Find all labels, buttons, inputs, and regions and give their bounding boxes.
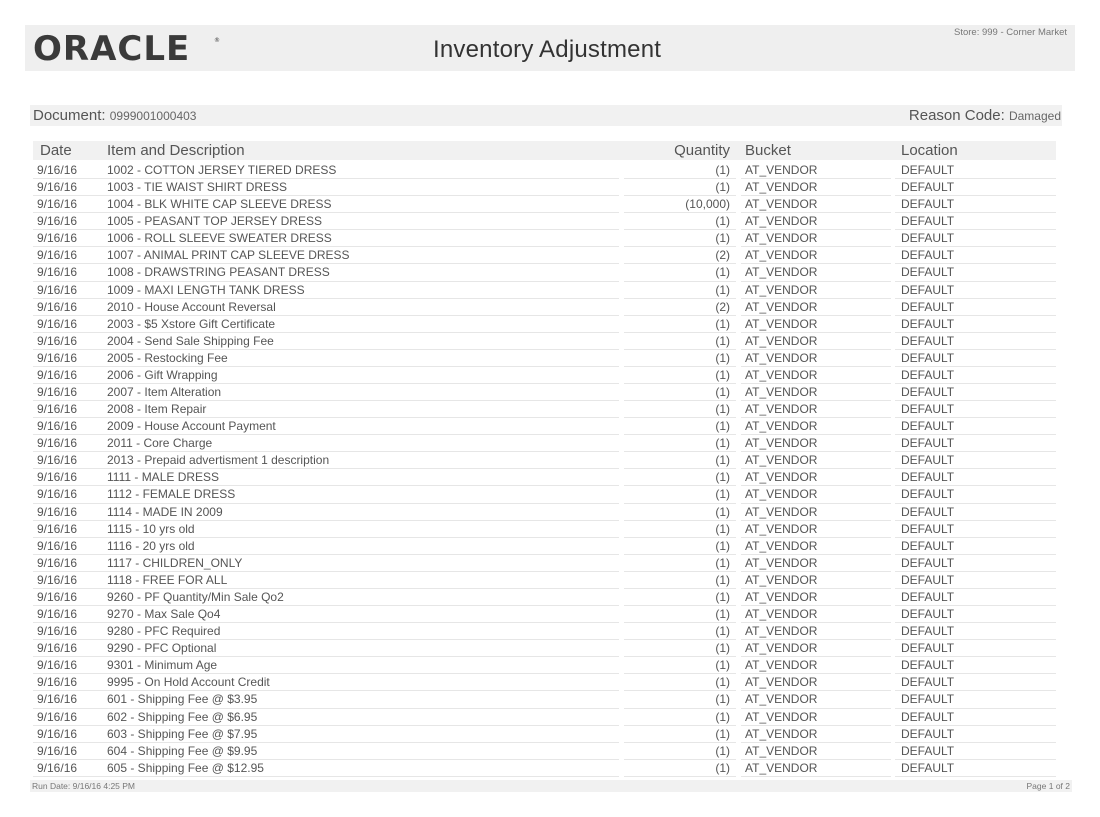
cell-location: DEFAULT (901, 675, 955, 690)
cell-date: 9/16/16 (37, 504, 78, 519)
cell-date: 9/16/16 (37, 726, 78, 741)
cell-bucket: AT_VENDOR (745, 214, 818, 229)
cell-item: 1112 - FEMALE DRESS (107, 487, 236, 502)
cell-item: 1006 - ROLL SLEEVE SWEATER DRESS (107, 231, 332, 246)
document-number: 0999001000403 (109, 109, 197, 123)
cell-date: 9/16/16 (37, 521, 78, 536)
table-row (33, 726, 1056, 743)
cell-date: 9/16/16 (37, 214, 78, 229)
table-row (33, 230, 1056, 247)
cell-item: 601 - Shipping Fee @ $3.95 (107, 692, 258, 707)
cell-date: 9/16/16 (37, 231, 78, 246)
column-item: Item and Description (107, 142, 245, 159)
cell-item: 9270 - Max Sale Qo4 (107, 607, 221, 622)
report-header (25, 25, 1075, 71)
row-divider (33, 776, 619, 777)
cell-bucket: AT_VENDOR (745, 367, 818, 382)
cell-bucket: AT_VENDOR (745, 607, 818, 622)
cell-item: 9301 - Minimum Age (107, 658, 218, 673)
table-row (33, 691, 1056, 708)
table-row (33, 247, 1056, 264)
cell-item: 1115 - 10 yrs old (107, 521, 195, 536)
cell-quantity: (1) (715, 675, 730, 690)
cell-date: 9/16/16 (37, 180, 78, 195)
cell-date: 9/16/16 (37, 350, 78, 365)
cell-bucket: AT_VENDOR (745, 470, 818, 485)
store-label: Store: 999 - Corner Market (954, 27, 1067, 38)
cell-location: DEFAULT (901, 367, 955, 382)
cell-quantity: (1) (715, 265, 730, 280)
document-bar (30, 105, 1062, 126)
report-footer (30, 780, 1072, 792)
cell-item: 1007 - ANIMAL PRINT CAP SLEEVE DRESS (107, 248, 350, 263)
cell-quantity: (1) (715, 402, 730, 417)
reason-code-value: Damaged (1008, 109, 1061, 123)
cell-date: 9/16/16 (37, 316, 78, 331)
cell-bucket: AT_VENDOR (745, 726, 818, 741)
cell-date: 9/16/16 (37, 453, 78, 468)
cell-date: 9/16/16 (37, 760, 78, 775)
cell-bucket: AT_VENDOR (745, 538, 818, 553)
table-row (33, 299, 1056, 316)
cell-date: 9/16/16 (37, 163, 78, 177)
table-header (33, 141, 1056, 160)
cell-bucket: AT_VENDOR (745, 333, 818, 348)
reason-info (909, 107, 1061, 124)
cell-location: DEFAULT (901, 214, 955, 229)
cell-item: 2006 - Gift Wrapping (107, 367, 218, 382)
table-row (33, 709, 1056, 726)
cell-bucket: AT_VENDOR (745, 760, 818, 775)
cell-item: 1111 - MALE DRESS (107, 470, 220, 485)
cell-quantity: (1) (715, 436, 730, 451)
cell-bucket: AT_VENDOR (745, 521, 818, 536)
report-title: Inventory Adjustment (433, 36, 662, 63)
cell-date: 9/16/16 (37, 692, 78, 707)
cell-quantity: (1) (715, 316, 730, 331)
cell-bucket: AT_VENDOR (745, 572, 818, 587)
cell-bucket: AT_VENDOR (745, 316, 818, 331)
table-row (33, 435, 1056, 452)
cell-date: 9/16/16 (37, 248, 78, 263)
table-row (33, 384, 1056, 401)
cell-item: 605 - Shipping Fee @ $12.95 (107, 760, 264, 775)
cell-quantity: (1) (715, 453, 730, 468)
cell-location: DEFAULT (901, 316, 955, 331)
cell-location: DEFAULT (901, 163, 955, 177)
cell-date: 9/16/16 (37, 333, 78, 348)
table-row (33, 486, 1056, 503)
cell-bucket: AT_VENDOR (745, 231, 818, 246)
document-label: Document: (33, 107, 106, 124)
cell-quantity: (1) (715, 487, 730, 502)
cell-bucket: AT_VENDOR (745, 658, 818, 673)
cell-location: DEFAULT (901, 402, 955, 417)
cell-location: DEFAULT (901, 641, 955, 656)
column-date: Date (40, 142, 72, 159)
cell-quantity: (1) (715, 607, 730, 622)
cell-quantity: (1) (715, 385, 730, 400)
cell-quantity: (10,000) (685, 197, 730, 212)
cell-item: 1009 - MAXI LENGTH TANK DRESS (107, 282, 305, 297)
cell-quantity: (1) (715, 709, 730, 724)
cell-item: 1117 - CHILDREN_ONLY (107, 555, 243, 570)
cell-bucket: AT_VENDOR (745, 709, 818, 724)
cell-quantity: (1) (715, 726, 730, 741)
cell-item: 1005 - PEASANT TOP JERSEY DRESS (107, 214, 322, 229)
column-quantity: Quantity (674, 142, 730, 159)
table-row (33, 162, 1056, 179)
cell-bucket: AT_VENDOR (745, 197, 818, 212)
cell-location: DEFAULT (901, 282, 955, 297)
table-row (33, 401, 1056, 418)
cell-item: 1003 - TIE WAIST SHIRT DRESS (107, 180, 288, 195)
cell-quantity: (1) (715, 641, 730, 656)
cell-quantity: (1) (715, 163, 730, 177)
cell-quantity: (1) (715, 692, 730, 707)
cell-location: DEFAULT (901, 624, 955, 639)
cell-item: 2009 - House Account Payment (107, 419, 276, 434)
table-row (33, 213, 1056, 230)
cell-quantity: (1) (715, 180, 730, 195)
reason-code-label: Reason Code: (908, 107, 1005, 124)
table-row (33, 367, 1056, 384)
cell-location: DEFAULT (901, 180, 955, 195)
cell-item: 9260 - PF Quantity/Min Sale Qo2 (107, 589, 284, 604)
table-row (33, 657, 1056, 674)
table-row (33, 452, 1056, 469)
cell-quantity: (1) (715, 624, 730, 639)
cell-location: DEFAULT (901, 197, 955, 212)
cell-date: 9/16/16 (37, 589, 78, 604)
cell-location: DEFAULT (901, 572, 955, 587)
cell-location: DEFAULT (901, 692, 955, 707)
cell-item: 1002 - COTTON JERSEY TIERED DRESS (107, 163, 337, 177)
cell-bucket: AT_VENDOR (745, 675, 818, 690)
table-row (33, 589, 1056, 606)
table-row (33, 674, 1056, 691)
cell-item: 2003 - $5 Xstore Gift Certificate (107, 316, 276, 331)
cell-location: DEFAULT (901, 521, 955, 536)
cell-date: 9/16/16 (37, 385, 78, 400)
row-divider (624, 776, 736, 777)
cell-location: DEFAULT (901, 436, 955, 451)
cell-quantity: (1) (715, 231, 730, 246)
cell-item: 1004 - BLK WHITE CAP SLEEVE DRESS (107, 197, 332, 212)
cell-date: 9/16/16 (37, 282, 78, 297)
cell-bucket: AT_VENDOR (745, 385, 818, 400)
cell-bucket: AT_VENDOR (745, 436, 818, 451)
row-divider (741, 776, 891, 777)
cell-bucket: AT_VENDOR (745, 163, 818, 177)
cell-location: DEFAULT (901, 231, 955, 246)
document-info (33, 107, 196, 124)
cell-bucket: AT_VENDOR (745, 743, 818, 758)
cell-quantity: (1) (715, 350, 730, 365)
cell-quantity: (2) (715, 248, 730, 263)
cell-quantity: (1) (715, 504, 730, 519)
cell-location: DEFAULT (901, 350, 955, 365)
cell-bucket: AT_VENDOR (745, 487, 818, 502)
cell-location: DEFAULT (901, 555, 955, 570)
cell-date: 9/16/16 (37, 470, 78, 485)
cell-item: 2013 - Prepaid advertisment 1 description (107, 453, 330, 468)
cell-location: DEFAULT (901, 538, 955, 553)
table-row (33, 760, 1056, 777)
cell-quantity: (2) (715, 299, 730, 314)
cell-quantity: (1) (715, 743, 730, 758)
cell-date: 9/16/16 (37, 402, 78, 417)
svg-text:®: ® (214, 37, 220, 44)
table-row (33, 316, 1056, 333)
cell-quantity: (1) (715, 555, 730, 570)
oracle-logo (33, 31, 223, 65)
cell-item: 9280 - PFC Required (107, 624, 221, 639)
cell-item: 9995 - On Hold Account Credit (107, 675, 270, 690)
cell-location: DEFAULT (901, 658, 955, 673)
table-row (33, 282, 1056, 299)
table-row (33, 538, 1056, 555)
cell-bucket: AT_VENDOR (745, 265, 818, 280)
cell-quantity: (1) (715, 333, 730, 348)
cell-date: 9/16/16 (37, 641, 78, 656)
table-row (33, 179, 1056, 196)
cell-item: 1118 - FREE FOR ALL (107, 572, 228, 587)
cell-date: 9/16/16 (37, 367, 78, 382)
cell-bucket: AT_VENDOR (745, 641, 818, 656)
cell-item: 2011 - Core Charge (107, 436, 213, 451)
column-bucket: Bucket (745, 142, 791, 159)
cell-date: 9/16/16 (37, 555, 78, 570)
cell-location: DEFAULT (901, 470, 955, 485)
table-row (33, 469, 1056, 486)
cell-bucket: AT_VENDOR (745, 282, 818, 297)
cell-location: DEFAULT (901, 504, 955, 519)
cell-quantity: (1) (715, 658, 730, 673)
cell-location: DEFAULT (901, 487, 955, 502)
cell-date: 9/16/16 (37, 436, 78, 451)
table-row (33, 504, 1056, 521)
cell-location: DEFAULT (901, 743, 955, 758)
cell-item: 9290 - PFC Optional (107, 641, 217, 656)
cell-item: 1114 - MADE IN 2009 (107, 504, 223, 519)
cell-location: DEFAULT (901, 248, 955, 263)
cell-bucket: AT_VENDOR (745, 589, 818, 604)
cell-location: DEFAULT (901, 709, 955, 724)
cell-quantity: (1) (715, 282, 730, 297)
page-number: Page 1 of 2 (1026, 781, 1070, 791)
cell-location: DEFAULT (901, 607, 955, 622)
cell-item: 2010 - House Account Reversal (107, 299, 276, 314)
cell-item: 2008 - Item Repair (107, 402, 207, 417)
cell-item: 602 - Shipping Fee @ $6.95 (107, 709, 258, 724)
row-divider (895, 776, 1056, 777)
cell-item: 604 - Shipping Fee @ $9.95 (107, 743, 258, 758)
cell-bucket: AT_VENDOR (745, 419, 818, 434)
cell-date: 9/16/16 (37, 743, 78, 758)
cell-date: 9/16/16 (37, 487, 78, 502)
table-row (33, 196, 1056, 213)
table-row (33, 623, 1056, 640)
cell-quantity: (1) (715, 214, 730, 229)
table-row (33, 555, 1056, 572)
cell-item: 1116 - 20 yrs old (107, 538, 195, 553)
table-row (33, 350, 1056, 367)
cell-date: 9/16/16 (37, 675, 78, 690)
cell-date: 9/16/16 (37, 419, 78, 434)
cell-quantity: (1) (715, 419, 730, 434)
cell-item: 1008 - DRAWSTRING PEASANT DRESS (107, 265, 330, 280)
cell-item: 2004 - Send Sale Shipping Fee (107, 333, 274, 348)
cell-location: DEFAULT (901, 726, 955, 741)
cell-location: DEFAULT (901, 453, 955, 468)
cell-date: 9/16/16 (37, 624, 78, 639)
cell-bucket: AT_VENDOR (745, 692, 818, 707)
svg-text:ORACLE: ORACLE (33, 31, 191, 65)
cell-date: 9/16/16 (37, 197, 78, 212)
cell-date: 9/16/16 (37, 607, 78, 622)
cell-quantity: (1) (715, 521, 730, 536)
cell-date: 9/16/16 (37, 538, 78, 553)
cell-quantity: (1) (715, 367, 730, 382)
cell-item: 603 - Shipping Fee @ $7.95 (107, 726, 258, 741)
table-row (33, 333, 1056, 350)
run-date: Run Date: 9/16/16 4:25 PM (32, 781, 136, 791)
table-row (33, 264, 1056, 281)
cell-bucket: AT_VENDOR (745, 299, 818, 314)
cell-item: 2007 - Item Alteration (107, 385, 222, 400)
cell-date: 9/16/16 (37, 709, 78, 724)
cell-location: DEFAULT (901, 265, 955, 280)
table-row (33, 521, 1056, 538)
table-row (33, 418, 1056, 435)
column-location: Location (901, 142, 958, 159)
cell-quantity: (1) (715, 589, 730, 604)
table-body (33, 162, 1056, 777)
cell-item: 2005 - Restocking Fee (107, 350, 228, 365)
cell-location: DEFAULT (901, 589, 955, 604)
cell-quantity: (1) (715, 538, 730, 553)
cell-bucket: AT_VENDOR (745, 624, 818, 639)
cell-location: DEFAULT (901, 299, 955, 314)
table-row (33, 572, 1056, 589)
cell-location: DEFAULT (901, 760, 955, 775)
cell-quantity: (1) (715, 572, 730, 587)
cell-bucket: AT_VENDOR (745, 453, 818, 468)
cell-bucket: AT_VENDOR (745, 248, 818, 263)
table-row (33, 606, 1056, 623)
cell-quantity: (1) (715, 760, 730, 775)
cell-date: 9/16/16 (37, 658, 78, 673)
cell-location: DEFAULT (901, 419, 955, 434)
cell-quantity: (1) (715, 470, 730, 485)
cell-date: 9/16/16 (37, 265, 78, 280)
cell-bucket: AT_VENDOR (745, 504, 818, 519)
table-row (33, 640, 1056, 657)
cell-location: DEFAULT (901, 385, 955, 400)
cell-location: DEFAULT (901, 333, 955, 348)
cell-bucket: AT_VENDOR (745, 555, 818, 570)
table-row (33, 743, 1056, 760)
cell-bucket: AT_VENDOR (745, 350, 818, 365)
cell-date: 9/16/16 (37, 572, 78, 587)
cell-date: 9/16/16 (37, 299, 78, 314)
cell-bucket: AT_VENDOR (745, 180, 818, 195)
cell-bucket: AT_VENDOR (745, 402, 818, 417)
